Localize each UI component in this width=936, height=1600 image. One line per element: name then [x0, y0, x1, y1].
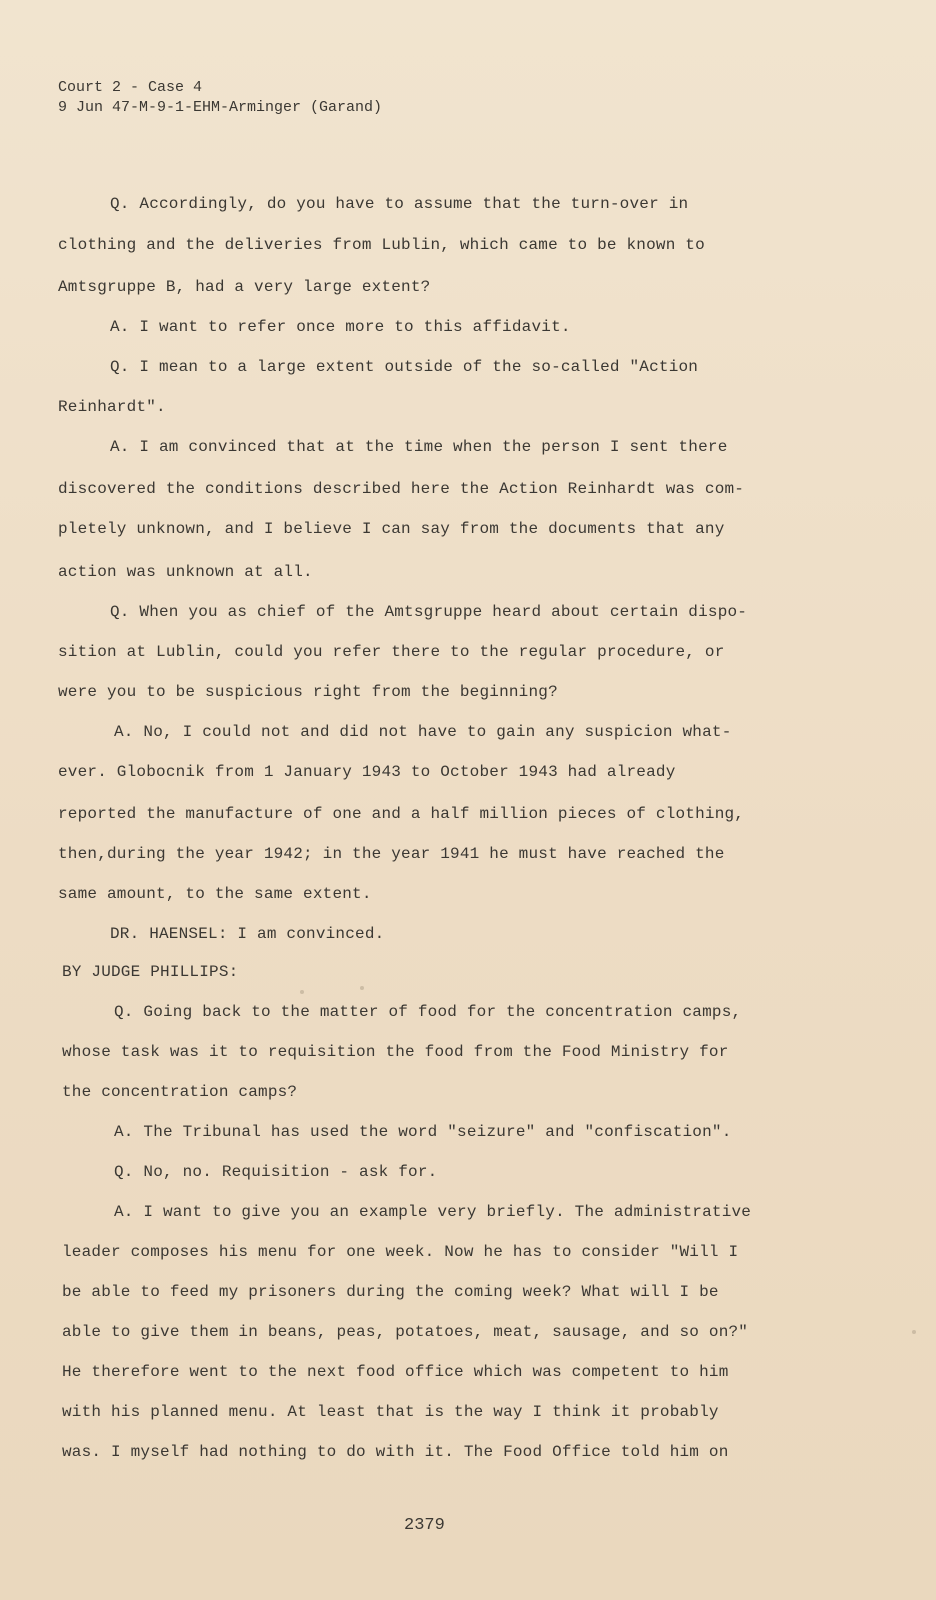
- text-line: Amtsgruppe B, had a very large extent?: [58, 278, 431, 296]
- text-line: action was unknown at all.: [58, 563, 313, 581]
- text-line: same amount, to the same extent.: [58, 885, 372, 903]
- text-line: the concentration camps?: [62, 1083, 298, 1101]
- text-line: whose task was it to requisition the food from the Food Ministry for: [62, 1043, 729, 1061]
- court-line: Court 2 - Case 4: [58, 79, 203, 96]
- text-line: A. I want to refer once more to this affidavit.: [110, 318, 571, 336]
- paper-speck: [300, 990, 304, 994]
- paper-speck: [912, 1330, 916, 1334]
- speaker-line: DR. HAENSEL: I am convinced.: [110, 925, 385, 943]
- paper-speck: [360, 986, 364, 990]
- text-line: A. I am convinced that at the time when the person I sent there: [110, 438, 728, 456]
- text-line: Q. I mean to a large extent outside of the so-called "Action: [110, 358, 699, 376]
- text-line: discovered the conditions described here the Action Reinhardt was com-: [58, 480, 745, 498]
- text-line: A. I want to give you an example very briefly. The administrative: [114, 1203, 752, 1221]
- text-line: reported the manufacture of one and a half million pieces of clothing,: [58, 805, 745, 823]
- examiner-heading: BY JUDGE PHILLIPS:: [62, 963, 239, 981]
- text-line: Q. No, no. Requisition - ask for.: [114, 1163, 438, 1181]
- text-line: was. I myself had nothing to do with it. The Food Office told him on: [62, 1443, 729, 1461]
- text-line: with his planned menu. At least that is the way I think it probably: [62, 1403, 719, 1421]
- text-line: be able to feed my prisoners during the coming week? What will I be: [62, 1283, 719, 1301]
- text-line: He therefore went to the next food office which was competent to him: [62, 1363, 729, 1381]
- text-line: pletely unknown, and I believe I can say from the documents that any: [58, 520, 725, 538]
- text-line: sition at Lublin, could you refer there to the regular procedure, or: [58, 643, 725, 661]
- case-header: [58, 78, 382, 118]
- text-line: able to give them in beans, peas, potatoes, meat, sausage, and so on?": [62, 1323, 749, 1341]
- text-line: were you to be suspicious right from the beginning?: [58, 683, 558, 701]
- page-number: 2379: [404, 1516, 445, 1535]
- text-line: A. The Tribunal has used the word "seizure" and "confiscation".: [114, 1123, 732, 1141]
- text-line: A. No, I could not and did not have to gain any suspicion what-: [114, 723, 732, 741]
- reference-line: 9 Jun 47-M-9-1-EHM-Arminger (Garand): [58, 99, 383, 116]
- text-line: Q. Accordingly, do you have to assume that the turn-over in: [110, 195, 689, 213]
- text-line: then,during the year 1942; in the year 1941 he must have reached the: [58, 845, 725, 863]
- text-line: Q. When you as chief of the Amtsgruppe heard about certain dispo-: [110, 603, 748, 621]
- text-line: Q. Going back to the matter of food for the concentration camps,: [114, 1003, 742, 1021]
- text-line: Reinhardt".: [58, 398, 166, 416]
- text-line: clothing and the deliveries from Lublin, which came to be known to: [58, 236, 705, 254]
- text-line: ever. Globocnik from 1 January 1943 to October 1943 had already: [58, 763, 676, 781]
- text-line: leader composes his menu for one week. Now he has to consider "Will I: [62, 1243, 739, 1261]
